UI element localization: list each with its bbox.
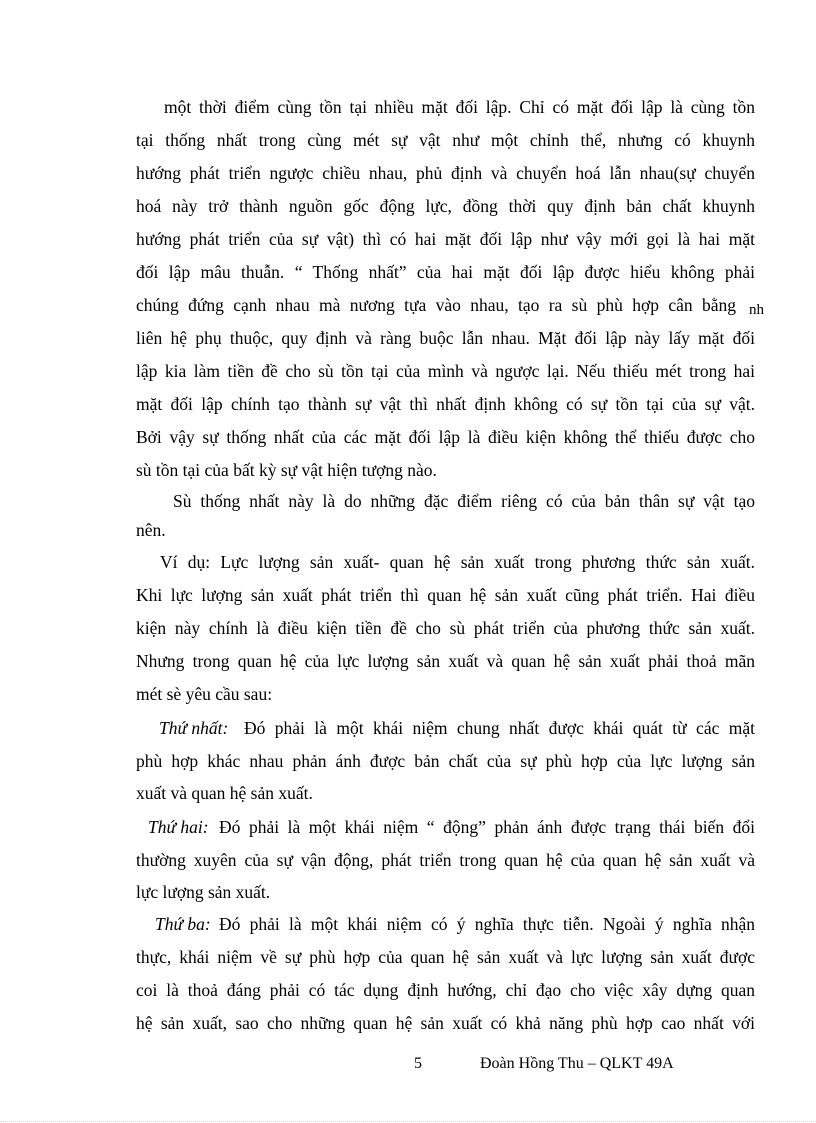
text-line: Sù thống nhất này là do những đặc điểm riêng có của bản thân sự vật tạo: [173, 491, 755, 511]
label-second: Thứ hai:: [148, 817, 209, 837]
text-line: phù hợp khác nhau phản ánh được bản chất của sự phù hợp của lực lượng sản: [136, 751, 755, 771]
text-line: đối lập mâu thuẫn. “ Thống nhất” của hai mặt đối lập được hiểu không phải: [136, 262, 755, 282]
text-line: một thời điểm cùng tồn tại nhiều mặt đối lập. Chỉ có mặt đối lập là cùng tồn: [164, 97, 755, 117]
text-line: Đó phải là một khái niệm “ động” phản ánh được trạng thái biến đổi: [219, 817, 755, 837]
text-line: kiện này chính là điều kiện tiền đề cho sù phát triển của phương thức sản xuất.: [136, 618, 755, 638]
text-line: chúng đứng cạnh nhau mà nương tựa vào nhau, tạo ra sù phù hợp cân bằng: [136, 295, 736, 315]
text-line: thường xuyên của sự vận động, phát triển trong quan hệ của quan hệ sản xuất và: [136, 850, 755, 870]
text-line: Khi lực lượng sản xuất phát triển thì quan hệ sản xuất cũng phát triển. Hai điều: [136, 585, 755, 605]
text-line: coi là thoả đáng phải có tác dụng định hướng, chỉ đạo cho việc xây dựng quan: [136, 980, 755, 1000]
label-third: Thứ ba:: [155, 914, 211, 934]
text-line: hệ sản xuất, sao cho những quan hệ sản xuất có khả năng phù hợp cao nhất với: [136, 1013, 755, 1033]
hyphen-fragment: nh: [749, 302, 764, 318]
text-line: hoá này trở thành nguồn gốc động lực, đồng thời quy định bản chất khuynh: [136, 196, 755, 216]
text-line: Ví dụ: Lực lượng sản xuất- quan hệ sản xuất trong phương thức sản xuất.: [160, 552, 755, 572]
text-line: mặt đối lập chính tạo thành sự vật thì nhất định không có sự tồn tại của sự vật.: [136, 394, 755, 414]
page-number: 5: [414, 1055, 422, 1072]
text-line: thực, khái niệm về sự phù hợp của quan hệ sản xuất và lực lượng sản xuất được: [136, 947, 755, 967]
text-line: xuất và quan hệ sản xuất.: [136, 783, 313, 803]
text-line: sù tồn tại của bất kỳ sự vật hiện tượng nào.: [136, 460, 437, 480]
text-line: mét sè yêu cầu sau:: [136, 684, 273, 704]
page-border: [0, 1121, 816, 1122]
text-line: Nhưng trong quan hệ của lực lượng sản xuất và quan hệ sản xuất phải thoả mãn: [136, 651, 755, 671]
text-line: liên hệ phụ thuộc, quy định và ràng buộc lẫn nhau. Mặt đối lập này lấy mặt đối: [136, 328, 755, 348]
text-line: Đó phải là một khái niệm chung nhất được khái quát từ các mặt: [244, 718, 755, 738]
label-first: Thứ nhất:: [159, 718, 229, 738]
text-line: hướng phát triển ngược chiều nhau, phủ định và chuyển hoá lẫn nhau(sự chuyển: [136, 163, 755, 183]
text-line: hướng phát triển của sự vật) thì có hai mặt đối lập như vậy mới gọi là hai mặt: [136, 229, 755, 249]
footer-author: Đoàn Hồng Thu – QLKT 49A: [480, 1055, 674, 1072]
text-line: lực lượng sản xuất.: [136, 882, 271, 902]
text-line: lập kia làm tiền đề cho sù tồn tại của mình và ngược lại. Nếu thiếu mét trong hai: [136, 361, 755, 381]
text-line: Bởi vậy sự thống nhất của các mặt đối lập là điều kiện không thể thiếu được cho: [136, 427, 755, 447]
text-line: nên.: [136, 520, 166, 540]
text-line: tại thống nhất trong cùng mét sự vật như một chỉnh thể, nhưng có khuynh: [136, 130, 755, 150]
text-line: Đó phải là một khái niệm có ý nghĩa thực tiễn. Ngoài ý nghĩa nhận: [219, 914, 755, 934]
